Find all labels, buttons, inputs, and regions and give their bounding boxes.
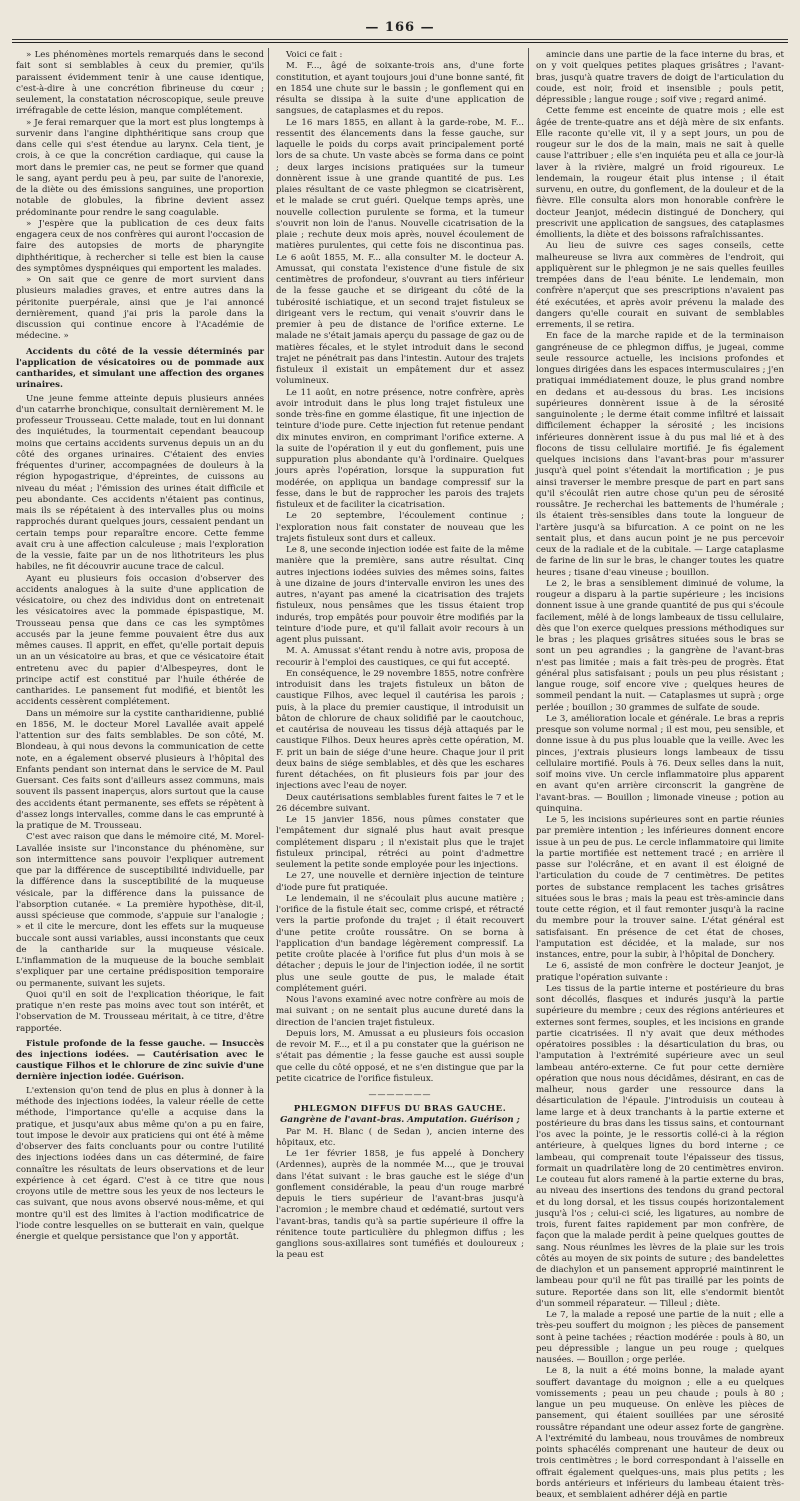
- paragraph: Une jeune femme atteinte depuis plusieurs années d'un catarrhe bronchique, consultait dernièrement M. le professeur Trousseau. Cette malade, tout en lui donnant des inquiétudes, la tourmentait cependant beaucoup moins que certains accidents survenus depuis un an du côté des organes urinaires. C'étaient des envies fréquentes d'uriner, accompagnées de douleurs à la région hypogastrique, d'épreintes, de cuissons au niveau du méat ; l'émission des urines était difficile et peu abondante. Ces accidents n'étaient pas continus, mais ils se répétaient à des intervalles plus ou moins rapprochés durant quelques jours, cessaient pendant un certain temps pour reparaître encore. Cette femme avait cru à une affection calculeuse ; mais l'exploration de la vessie, faite par un de nos lithotriteurs les plus habiles, ne fit découvrir aucune trace de calcul.: [16, 393, 264, 573]
- paragraph: Depuis lors, M. Amussat a eu plusieurs fois occasion de revoir M. F..., et il a pu constater que la guérison ne s'était pas démentie ; la fesse gauche est aussi souple que celle du côté opposé, et ne s'en distingue que par la petite cicatrice de l'orifice fistuleux.: [276, 1028, 524, 1084]
- paragraph: » J'espère que la publication de ces deux faits engagera ceux de nos confrères qui auront l'occasion de faire des autopsies de morts de pharyngite diphthéritique, à rechercher si telle est bien la cause des symptômes dyspnéiques qui emportent les malades.: [16, 218, 264, 274]
- paragraph: Le 8, une seconde injection iodée est faite de la même manière que la première, sans autre résultat. Cinq autres injections iodées suivies des mêmes soins, faites à une dizaine de jours d'intervalle environ les unes des autres, n'ayant pas amené la cicatrisation des trajets fistuleux, nous pensâmes que les tissus étaient trop indurés, trop empâtés pour pouvoir être modifiés par la teinture d'iode pure, et qu'il fallait avoir recours à un agent plus puissant.: [276, 545, 524, 645]
- paragraph: » On sait que ce genre de mort survient dans plusieurs maladies graves, et entre autres dans la péritonite puerpérale, ainsi que je l'ai annoncé dernièrement, quand j'ai pris la parole dans la discussion qui continue encore à l'Académie de médecine. »: [16, 275, 264, 342]
- paragraph: Le lendemain, il ne s'écoulait plus aucune matière ; l'orifice de la fistule était sec, comme crispé, et rétracté vers la partie profonde du trajet ; il était recouvert d'une petite croûte roussâtre. On se borna à l'application d'un bandage légèrement compressif. La petite croûte placée à l'orifice fut plus d'un mois à se détacher ; depuis le jour de l'injection iodée, il ne sortit plus une seule goutte de pus, le malade était complétement guéri.: [276, 893, 524, 994]
- paragraph: Le 5, les incisions supérieures sont en partie réunies par première intention ; les inférieures donnent encore issue à un peu de pus. Le cercle inflammatoire qui limite la partie mortifiée est nettement tracé ; en arrière il passe sur l'olécrâne, et en avant il est éloigné de l'articulation du coude de 7 centimètres. De petites portes de substance remplacent les taches grisâtres situées sous le bras ; mais la peau est très-amincie dans toute cette région, et il faut remonter jusqu'à la racine du membre pour la trouver saine. L'état général est satisfaisant. En présence de cet état de choses, l'amputation est décidée, et la malade, sur nos instances, entre, pour la subir, à l'hôpital de Donchery.: [536, 815, 784, 960]
- header-rule: [12, 39, 788, 40]
- paragraph: Le 16 mars 1855, en allant à la garde-robe, M. F... ressentit des élancements dans la fesse gauche, sur laquelle le poids du corps avait principalement porté lors de sa chute. Un vaste abcès se forma dans ce point ; deux larges incisions pratiquées sur la tumeur donnèrent issue à une grande quantité de pus. Les plaies résultant de ce vaste phlegmon se cicatrisèrent, et le malade se crut guéri. Quelque temps après, une nouvelle collection purulente se forma, et la tumeur s'ouvrit non loin de l'anus. Nouvelle cicatrisation de la plaie ; rechute deux mois après, nouvel écoulement de matières purulentes, qui cette fois ne discontinua pas. Le 6 août 1855, M. F... alla consulter M. le docteur A. Amussat, qui constata l'existence d'une fistule de six centimètres de profondeur, s'ouvrant au tiers inférieur de la fesse gauche et se dirigeant du côté de la tubérosité ischiatique, et un second trajet fistuleux se dirigeant vers le rectum, qui venait s'ouvrir dans le premier à peu de distance de l'orifice externe. Le malade ne s'était jamais aperçu du passage de gaz ou de matières fécales, et le stylet introduit dans le second trajet ne pénétrait pas dans l'intestin. Autour des trajets fistuleux il existait un empâtement dur et assez volumineux.: [276, 117, 524, 387]
- paragraph: » Les phénomènes mortels remarqués dans le second fait sont si semblables à ceux du premier, qu'ils paraissent évidemment tenir à une cause identique, c'est-à-dire à une concrétion fibrineuse du cœur ; seulement, la constatation nécroscopique, seule preuve irréfragable de cette lésion, manque complétement.: [16, 50, 264, 117]
- paragraph: Le 27, une nouvelle et dernière injection de teinture d'iode pure fut pratiquée.: [276, 871, 524, 893]
- page-number: — 166 —: [365, 20, 435, 35]
- column-1: [16, 50, 264, 1242]
- paragraph: Dans un mémoire sur la cystite cantharidienne, publié en 1856, M. le docteur Morel Lavallée avait appelé l'attention sur des faits semblables. De son côté, M. Blondeau, à qui nous devons la communication de cette note, en a également observé plusieurs à l'hôpital des Enfants pendant son internat dans le service de M. Paul Guersant. Ces faits sont d'ailleurs assez communs, mais souvent ils passent inaperçus, alors surtout que la cause des accidents étant permanente, ses effets se répètent à d'assez longs intervalles, comme dans le cas emprunté à la pratique de M. Trousseau.: [16, 708, 264, 831]
- column-2: [276, 50, 524, 1261]
- paragraph: En face de la marche rapide et de la terminaison gangréneuse de ce phlegmon diffus, je jugeai, comme seule ressource actuelle, les incisions profondes et longues dirigées dans les espaces intermusculaires ; j'en pratiquai immédiatement douze, le plus grand nombre en dedans et au-dessous du bras. Les incisions supérieures donnèrent issue à de la sérosité sanguinolente ; le derme était comme infiltré et laissait difficilement échapper la sérosité ; les incisions inférieures donnèrent issue à du pus mal lié et à des flocons de tissu cellulaire mortifié. Je fis également quelques incisions dans l'avant-bras pour m'assurer jusqu'à quel point s'étendait la mortification ; je pus ainsi traverser le membre presque de part en part sans qu'il s'écoulât rien autre chose qu'un peu de sérosité roussâtre. Je recherchai les battements de l'humérale ; ils étaient très-sensibles dans toute la longueur de l'artère jusqu'à sa bifurcation. A ce point on ne les sentait plus, et dans aucun point je ne pus percevoir ceux de la radiale et de la cubitale. — Large cataplasme de farine de lin sur le bras, le changer toutes les quatre heures ; tisane d'eau vineuse ; bouillon.: [536, 331, 784, 578]
- paragraph: Les tissus de la partie interne et postérieure du bras sont décollés, flasques et indurés jusqu'à la partie supérieure du membre ; ceux des régions antérieures et externes sont fermes, souples, et les incisions en grande partie cicatrisées. Il n'y avait que deux méthodes opératoires possibles : la désarticulation du bras, ou l'amputation à l'extrémité supérieure avec un seul lambeau antéro-externe. Ce fut pour cette dernière opération que nous nous décidâmes, désirant, en cas de malheur, nous garder une ressource dans la désarticulation de l'épaule. J'introduisis un couteau à lame large et à deux tranchants à la partie externe et postérieure du bras dans les tissus sains, et contournant l'os avec la pointe, je le ressortis collé-ci à la région antérieure, à quelques lignes du bord interne ; ce lambeau, qui comprenait toute l'épaisseur des tissus, formait un quadrilatère long de 20 centimètres environ. Le couteau fut alors ramené à la partie externe du bras, au niveau des insertions des tendons du grand pectoral et du long dorsal, et les tissus coupés horizontalement jusqu'à l'os ; celui-ci scié, les ligatures, au nombre de trois, furent faites rapidement par mon confrère, de façon que la malade perdit à peine quelques gouttes de sang. Nous réunîmes les lèvres de la plaie sur les trois côtés au moyen de six points de suture ; des bandelettes de diachylon et un pansement approprié maintinrent le lambeau pour qu'il ne fût pas tiraillé par les points de suture. Reportée dans son lit, elle s'endormit bientôt d'un sommeil réparateur. — Tilleul ; diète.: [536, 983, 784, 1309]
- paragraph: Le 6, assisté de mon confrère le docteur Jeanjot, je pratique l'opération suivante :: [536, 961, 784, 983]
- paragraph: Le 20 septembre, l'écoulement continue ; l'exploration nous fait constater de nouveau que les trajets fistuleux sont durs et calleux.: [276, 511, 524, 544]
- paragraph: Deux cautérisations semblables furent faites le 7 et le 26 décembre suivant.: [276, 792, 524, 814]
- paragraph: Le 15 janvier 1856, nous pûmes constater que l'empâtement dur signalé plus haut avait presque complétement disparu ; il n'existait plus que le trajet fistuleux principal, rétréci au point d'admettre seulement la petite sonde employée pour les injections.: [276, 815, 524, 870]
- paragraph: En conséquence, le 29 novembre 1855, notre confrère introduisit dans les trajets fistuleux un bâton de caustique Filhos, avec lequel il cautérisa les parois ; puis, à la place du premier caustique, il introduisit un bâton de chlorure de chaux solidifié par le caoutchouc, et cautérisa de nouveau les tissus déjà attaqués par le caustique Filhos. Deux heures après cette opération, M. F. prit un bain de siége d'une heure. Chaque jour il prit deux bains de siége semblables, et dès que les eschares furent détachées, on fit plusieurs fois par jour des injections avec l'eau de noyer.: [276, 668, 524, 792]
- paragraph: C'est avec raison que dans le mémoire cité, M. Morel-Lavallée insiste sur l'inconstance du phénomène, sur son intermittence sans pouvoir l'expliquer autrement que par la différence de susceptibilité individuelle, par la différence dans la susceptibilité de la muqueuse vésicale, par la différence dans la puissance de l'absorption cutanée. « La première hypothèse, dit-il, aussi spécieuse que commode, s'appuie sur l'analogie ; » et il cite le mercure, dont les effets sur la muqueuse buccale sont aussi variables, aussi inconstants que ceux de la cantharide sur la muqueuse vésicale. L'inflammation de la muqueuse de la bouche semblait s'expliquer par une certaine prédisposition temporaire ou permanente, suivant les sujets.: [16, 832, 264, 989]
- header-rule-thick: [12, 42, 788, 43]
- column-3: [536, 50, 784, 1500]
- paragraph: Le 3, amélioration locale et générale. Le bras a repris presque son volume normal ; il est mou, peu sensible, et donne issue à du pus plus louable que la veille. Avec les pinces, j'extrais plusieurs longs lambeaux de tissu cellulaire mortifié. Pouls à 76. Deux selles dans la nuit, soif moins vive. Un cercle inflammatoire plus apparent en avant qu'en arrière circonscrit la gangrène de l'avant-bras. — Bouillon ; limonade vineuse ; potion au quinquina.: [536, 713, 784, 814]
- paragraph: Quoi qu'il en soit de l'explication théorique, le fait pratique n'en reste pas moins avec tout son intérêt, et l'observation de M. Trousseau méritait, à ce titre, d'être rapportée.: [16, 989, 264, 1034]
- article-heading: Accidents du côté de la vessie déterminés par l'application de vésicatoires ou de pommade aux cantharides, et simulant une affection des organes urinaires.: [16, 346, 264, 390]
- column-divider: [268, 48, 269, 1184]
- paragraph: Le 7, la malade a reposé une partie de la nuit ; elle a très-peu souffert du moignon ; les pièces de pansement sont à peine tachées ; réaction modérée : pouls à 80, un peu dépressible ; langue un peu rouge ; quelques nausées. — Bouillon ; orge perlée.: [536, 1310, 784, 1365]
- separator-ornament: ———————: [368, 1090, 432, 1099]
- paragraph: M. A. Amussat s'étant rendu à notre avis, proposa de recourir à l'emploi des caustiques, ce qui fut accepté.: [276, 646, 524, 668]
- column-divider: [528, 48, 529, 1184]
- paragraph: amincie dans une partie de la face interne du bras, et on y voit quelques petites plaques grisâtres ; l'avant-bras, jusqu'à quatre travers de doigt de l'articulation du coude, est noir, froid et insensible ; pouls petit, dépressible ; langue rouge ; soif vive ; regard animé.: [536, 50, 784, 105]
- paragraph: » Je ferai remarquer que la mort est plus longtemps à survenir dans l'angine diphthéritique sans croup que dans celle qui s'est étendue au larynx. Cela tient, je crois, à ce que la concrétion cardiaque, qui cause la mort dans le premier cas, ne peut se former que quand le sang, ayant perdu peu à peu, par suite de l'anorexie, de la diète ou des émissions sanguines, une proportion notable de globules, la fibrine devient assez prédominante pour rendre le sang coagulable.: [16, 117, 264, 218]
- paragraph: M. F..., âgé de soixante-trois ans, d'une forte constitution, et ayant toujours joui d'une bonne santé, fit en 1854 une chute sur le bassin ; le gonflement qui en résulta se dissipa à la suite d'une application de sangsues, de cataplasmes et du repos.: [276, 61, 524, 117]
- author-line: Par M. H. Blanc ( de Sedan ), ancien interne des hôpitaux, etc.: [276, 1126, 524, 1148]
- article-heading: Fistule profonde de la fesse gauche. — Insuccès des injections iodées. — Cautérisation avec le caustique Filhos et le chlorure de zinc suivie d'une dernière injection iodée. Guérison.: [16, 1038, 264, 1082]
- article-subtitle: Gangrène de l'avant-bras. Amputation. Guérison ;: [280, 1115, 520, 1126]
- paragraph: Au lieu de suivre ces sages conseils, cette malheureuse se livra aux commères de l'endroit, qui appliquèrent sur le phlegmon je ne sais quelles feuilles trempées dans de l'eau bénite. Le lendemain, mon confrère n'aperçut que ses prescriptions n'avaient pas été exécutées, et après avoir prévenu la malade des dangers qu'elle courait en suivant de semblables errements, il se retira.: [536, 241, 784, 330]
- paragraph: Le 8, la nuit a été moins bonne, la malade ayant souffert davantage du moignon ; elle a eu quelques vomissements ; peau un peu chaude ; pouls à 80 ; langue un peu muqueuse. On enlève les pièces de pansement, qui étaient souillées par une sérosité roussâtre répandant une odeur assez forte de gangrène. A l'extrémité du lambeau, nous trouvâmes de nombreux points sphacélés comprenant une hauteur de deux ou trois centimètres ; le bord correspondant à l'aisselle en offrait également quelques-uns, mais plus petits ; les bords antérieurs et inférieurs du lambeau étaient très-beaux, et semblaient adhérer déjà en partie: [536, 1366, 784, 1500]
- paragraph: Le 2, le bras a sensiblement diminué de volume, la rougeur a disparu à la partie supérieure ; les incisions donnent issue à une grande quantité de pus qui s'écoule facilement, mêlé à de longs lambeaux de tissu cellulaire, dès que l'on exerce quelques pressions méthodiques sur le bras ; les plaques grisâtres situées sous le bras se sont un peu agrandies ; la gangrène de l'avant-bras n'est pas limitée ; mais a fait très-peu de progrès. État général plus satisfaisant ; pouls un peu plus résistant ; langue rouge, soif encore vive ; quelques heures de sommeil pendant la nuit. — Cataplasmes ut suprà ; orge perlée ; bouillon ; 30 grammes de sulfate de soude.: [536, 578, 784, 713]
- paragraph: L'extension qu'on tend de plus en plus à donner à la méthode des injections iodées, la valeur réelle de cette méthode, l'importance qu'elle a acquise dans la pratique, et jusqu'aux abus même qu'on a pu en faire, tout impose le devoir aux praticiens qui ont été à même d'observer des faits concluants pour ou contre l'utilité des injections iodées dans un cas déterminé, de faire connaître les résultats de leurs observations et de leur expérience à cet égard. C'est à ce titre que nous croyons utile de mettre sous les yeux de nos lecteurs le cas suivant, que nous avons observé nous-même, et qui montre qu'il est des limites à l'action modificatrice de l'iode contre lesquelles on se butterait en vain, quelque énergie et quelque persistance que l'on y apportât.: [16, 1085, 264, 1242]
- paragraph: Le 1er février 1858, je fus appelé à Donchery (Ardennes), auprès de la nommée M..., que je trouvai dans l'état suivant : le bras gauche est le siége d'un gonflement considérable, la peau d'un rouge marbré depuis le tiers supérieur de l'avant-bras jusqu'à l'acromion ; le membre chaud et œdématié, surtout vers l'avant-bras, tandis qu'à sa partie supérieure il offre la rénitence toute particulière du phlegmon diffus ; les ganglions sous-axillaires sont tuméfiés et douloureux ; la peau est: [276, 1149, 524, 1261]
- paragraph: Cette femme est enceinte de quatre mois ; elle est âgée de trente-quatre ans et déjà mère de six enfants. Elle raconte qu'elle vit, il y a sept jours, un pou de rougeur sur le dos de la main, mais ne sait à quelle cause l'attribuer ; elle s'en inquiéta peu et alla ce jour-là laver à la rivière, malgré un froid rigoureux. Le lendemain, la rougeur était plus intense ; il était survenu, en outre, du gonflement, de la douleur et de la fièvre. Elle consulta alors mon honorable confrère le docteur Jeanjot, médecin distingué de Donchery, qui prescrivit une application de sangsues, des cataplasmes émollients, la diète et des boissons rafraîchissantes.: [536, 106, 784, 240]
- article-title: PHLEGMON DIFFUS DU BRAS GAUCHE.: [293, 1104, 507, 1115]
- paragraph: Le 11 août, en notre présence, notre confrère, après avoir introduit dans le plus long trajet fistuleux une sonde très-fine en gomme élastique, fit une injection de teinture d'iode pure. Cette injection fut retenue pendant dix minutes environ, en comprimant l'orifice externe. A la suite de l'opération il y eut du gonflement, puis une suppuration plus abondante qu'à l'ordinaire. Quelques jours après l'opération, lorsque la suppuration fut modérée, on appliqua un bandage compressif sur la fesse, dans le but de rapprocher les parois des trajets fistuleux et de faciliter la cicatrisation.: [276, 387, 524, 510]
- paragraph: Voici ce fait :: [286, 50, 343, 60]
- paragraph: Ayant eu plusieurs fois occasion d'observer des accidents analogues à la suite d'une application de vésicatoire, ou chez des individus dont on entretenait les vésicatoires avec la pommade épispastique, M. Trousseau pensa que dans ce cas les symptômes accusés par la jeune femme pouvaient être dus aux mêmes causes. Il apprit, en effet, qu'elle portait depuis un an un vésicatoire au bras, et que ce vésicatoire était entretenu avec du papier d'Albespeyres, dont le principe actif est constitué par l'huile éthérée de cantharides. Le pansement fut modifié, et bientôt les accidents cessèrent complétement.: [16, 573, 264, 708]
- paragraph: Nous l'avons examiné avec notre confrère au mois de mai suivant ; on ne sentait plus aucune dureté dans la direction de l'ancien trajet fistuleux.: [276, 995, 524, 1028]
